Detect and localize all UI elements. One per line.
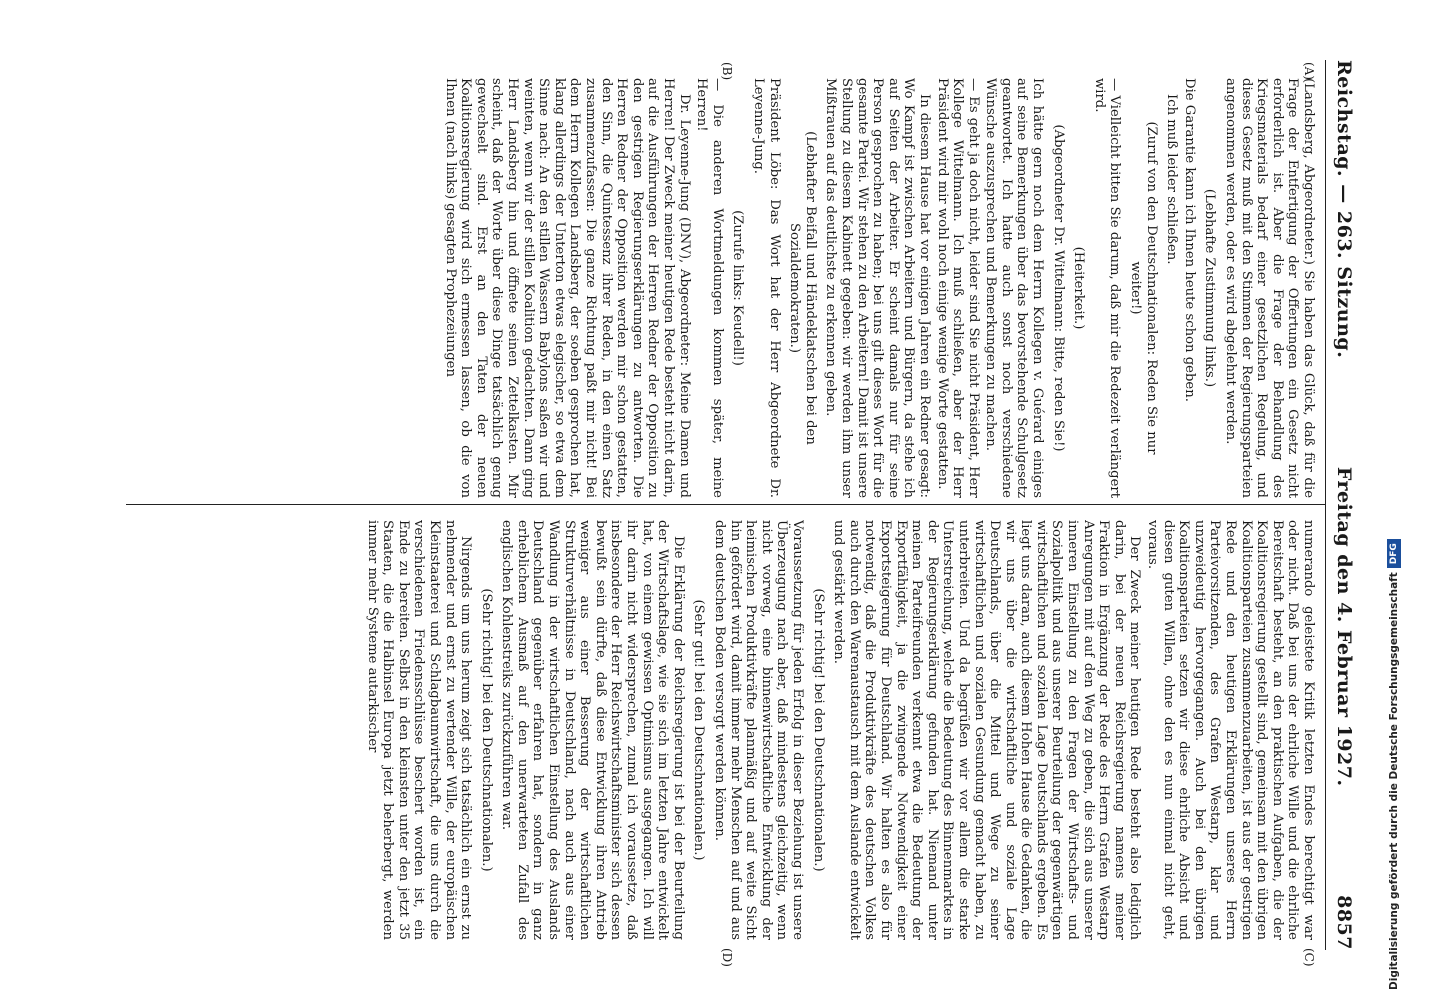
interjection: (Sehr richtig! bei den Deutschnationalen.) (478, 588, 494, 872)
interjection: (Sehr gut! bei den Deutschnationalen.) (691, 599, 707, 861)
interjection: (Zurufe links: Keudell!) (730, 210, 746, 366)
paragraph: (Landsberg, Abgeordneter.) Sie haben das Glück, daß für die Frage der Entfertigung der Offertungen ein Gesetz nicht erforderlich ist. Aber die Frage der Behandlung des Kriegsmaterials bedarf einer gesetzlichen Regelung, und dieses Gesetz muß mit den Stimmen der Regierungsparteien angenommen werden, oder es wird abgelehnt werden. (1223, 78, 1316, 498)
interjection: (Zuruf von den Deutschnationalen: Reden Sie nur weiter!) (1128, 121, 1159, 455)
interjection: (Lebhafte Zustimmung links.) (1202, 188, 1218, 388)
interjection: (Abgeordneter Dr. Wittelmann: Bitte, reden Sie!) (1050, 124, 1066, 452)
paragraph: In diesem Hause hat vor einigen Jahren ein Redner gesagt: Wo Kampf ist zwischen Arbeitern und Bürgern, da stehe ich auf Seiten der Arbeiter. Er scheint damals nur für seine Person gesprochen zu haben; bei uns gilt dieses Wort für die gesamte Partei. Wir stehen zu den Arbeitern! Damit ist unsere Stellung zu diesem Kabinett gegeben: wir werden ihm unser Mißtrauen auf das deutlichste zu erkennen geben. (823, 78, 932, 498)
interjection: (Heiterkeit.) (1071, 246, 1087, 330)
credit-text: Digitalisierung gefördert durch die Deutsche Forschungsgemeinschaft (1388, 572, 1400, 990)
right-column (136, 520, 1316, 940)
margin-letter-b: (B) (720, 62, 734, 81)
left-column (136, 78, 1316, 498)
paragraph: Ich muß leider schließen. (1164, 94, 1180, 265)
speaker-paragraph: Dr. Leyenne-Jung (DNV), Abgeordneter: Meine Damen und Herren! Der Zweck meiner heutigen Rede besteht nicht darin, auf die Ausführungen der Herren Redner der Opposition zu den gestrigen Regierungserklärungen zu antworten. Die Herren Redner der Opposition werden mir schon gestatten, den Sinn, die Quintessenz ihrer Reden, in den einen Satz zusammenzufassen: Die ganze Richtung paßt mir nicht! Bei dem Herrn Kollegen Landsberg, der soeben gesprochen hat, klang allerdings der Unterton etwas elegischer, so etwa dem Sinne nach: An den stillen Wassern Babylons saßen wir und weinten, wenn wir der stillen Koalition gedachten. Dann ging Herr Landsberg hin und öffnete seinen Zettelkasten. Mir scheint, daß der Worte über diese Dinge tatsächlich genug gewechselt sind. Erst an den Taten der neuen Koalitionsregierung wird sich ermessen lassen, ob die von Ihnen (nach links) gesagten Prophezeiungen (442, 78, 692, 498)
page-header (1329, 60, 1359, 950)
paragraph: — Die anderen Wortmeldungen kommen später, meine Herren! (694, 78, 725, 498)
paragraph: — Vielleicht bitten Sie darum, daß mir die Redezeit verlängert wird. (1091, 78, 1123, 498)
paragraph: — Es geht ja doch nicht, leider sind Sie nicht Präsident, Herr Kollege Wittelmann. Ich muß schließen, aber der Herr Präsident wird mir wohl noch einige wenige Worte gestatten. (934, 78, 981, 498)
interjection: (Lebhafter Beifall und Händeklatschen bei den Sozialdemokraten.) (787, 131, 818, 445)
paragraph: Die Erklärung der Reichsregierung ist bei der Beurteilung der Wirtschaftslage, wie sie sich im letzten Jahre entwickelt hat, von einem gewissen Optimismus ausgegangen. Ich will ihr darin nicht widersprechen, zumal ich voraussetze, daß insbesondere der Herr Reichswirtschaftsminister sich dessen bewußt sein dürfte, daß diese Entwicklung ihren Antrieb weniger aus einer Besserung der wirtschaftlichen Strukturverhältnisse in Deutschland, nach auch aus einer Wandlung in der wirtschaftlichen Einstellung des Auslands Deutschland gegenüber erfahren hat, sondern in ganz erheblichem Ausmaß auf den unerwarteten Zufall des englischen Kohlenstreiks zurückzuführen war. (499, 520, 686, 940)
speaker-paragraph: Präsident Löbe: Das Wort hat der Herr Abgeordnete Dr. Leyenne-Jung. (751, 78, 782, 498)
digitization-credit (1382, 543, 1406, 990)
paragraph: Voraussetzung für jeden Erfolg in dieser Beziehung ist unsere Überzeugung nach aber, daß mindestens gleichzeitig, wenn nicht vorweg, eine binnenwirtschaftliche Entwicklung der heimischen Produktivkräfte planmäßig und auf weite Sicht hin gefördert wird, damit immer mehr Menschen auf und aus dem deutschen Boden versorgt werden können. (712, 520, 805, 940)
paragraph: Nirgends um uns herum zeigt sich tatsächlich ein ernst zu nehmender und ernst zu wertender Wille, der europäischen Kleinstaaterei und Schlagbaumwirtschaft, die uns durch die verschiedenen Friedensschlüsse beschert worden ist, ein Ende zu bereiten. Selbst in den kleinsten unter den jetzt 35 Staaten, die die Halbinsel Europa jetzt beherbergt, werden immer mehr Systeme autarkischer (364, 520, 474, 940)
margin-letter-c: (C) (1302, 948, 1316, 967)
paragraph: Ich hätte gern noch dem Herrn Kollegen v. Guérard einiges auf seine Bemerkungen über das bevorstehende Schulgesetz geantwortet. Ich hatte auch sonst noch verschiedene Wünsche auszusprechen und Bemerkungen zu machen. (983, 78, 1046, 498)
margin-letter-a: (A) (1302, 62, 1316, 81)
header-left: Reichstag. — 263. Sitzung. (1333, 60, 1355, 359)
interjection: (Sehr richtig! bei den Deutschnationalen.) (810, 588, 826, 872)
paragraph: Die Garantie kann ich Ihnen heute schon geben. (1181, 78, 1197, 402)
dfg-logo: DFG (1387, 539, 1401, 568)
header-rule (1325, 60, 1326, 950)
page-number: 8857 (1333, 895, 1355, 950)
header-date: Freitag den 4. Februar 1927. (1333, 466, 1355, 787)
column-divider (126, 504, 1326, 505)
paragraph: numerando geleistete Kritik letzten Endes berechtigt war oder nicht. Daß bei uns der ehrliche Wille und die ehrliche Bereitschaft besteht, an den praktischen Aufgaben, die der Koalitionsregierung gestellt sind, gemeinsam mit den übrigen Koalitionsparteien zusammenzuarbeiten, ist aus der gestrigen Rede und den heutigen Erklärungen unseres Herrn Parteivorsitzenden, des Grafen Westarp, klar und unzweideutig hervorgegangen. Auch bei den übrigen Koalitionsparteien setzen wir diese ehrliche Absicht und diesen guten Willen, ohne den es nun einmal nicht geht, voraus. (1145, 520, 1316, 940)
margin-letter-d: (D) (720, 948, 734, 967)
paragraph: Der Zweck meiner heutigen Rede besteht also lediglich darin, bei der neuen Reichsregierung namens meiner Fraktion in Ergänzung der Rede des Herrn Grafen Westarp Anregungen mit auf den Weg zu geben, die sich aus unserer inneren Einstellung zu den Fragen der Wirtschafts- und Sozialpolitik und aus unserer Beurteilung der gegenwärtigen wirtschaftlichen und sozialen Lage Deutschlands ergeben. Es liegt uns daran, auch diesem Hohen Hause die Gedanken, die wir uns über die wirtschaftliche und soziale Lage Deutschlands, über die Mittel und Wege zu seiner wirtschaftlichen und sozialen Gesundung gemacht haben, zu unterbreiten. Und da begrüßen wir vor allem die starke Unterstreichung, welche die Bedeutung des Binnenmarktes in der Regierungserklärung gefunden hat. Niemand unter meinen Parteifreunden verkennt etwa die Bedeutung der Exportfähigkeit, ja die zwingende Notwendigkeit einer Exportsteigerung für Deutschland. Wir halten es also für notwendig, daß die Produktivkräfte des deutschen Volkes auch durch den Warenaustausch mit dem Auslande entwickelt und gestärkt werden. (831, 520, 1143, 940)
